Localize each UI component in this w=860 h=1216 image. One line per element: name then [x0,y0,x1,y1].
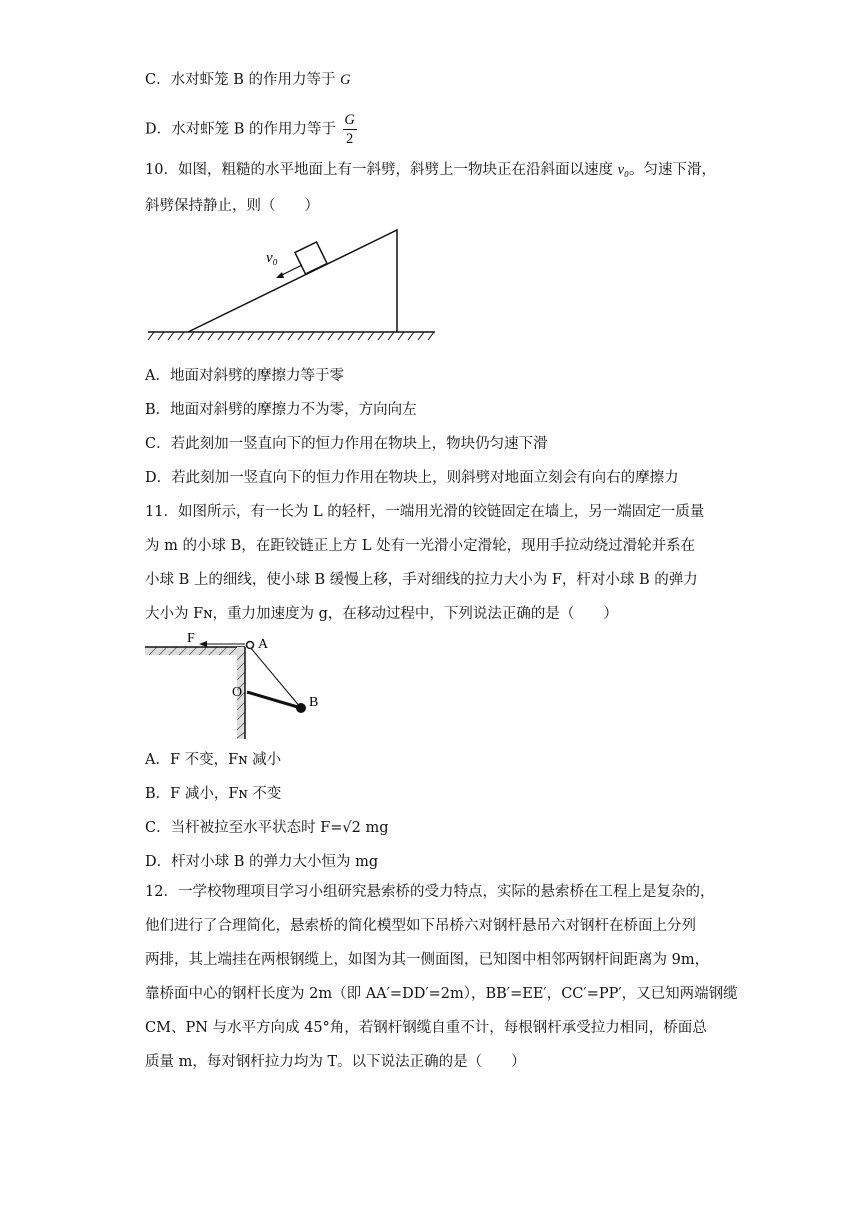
q10-option-b: B．地面对斜劈的摩擦力不为零，方向向左 [145,402,417,418]
fraction-g-over-2 [343,112,357,147]
q12-stem-line-6: 质量 m，每对钢杆拉力均为 T。以下说法正确的是（ ） [145,1054,526,1070]
q10-option-c: C．若此刻加一竖直向下的恒力作用在物块上，物块仍匀速下滑 [145,436,548,452]
q12-stem-line-5: CM、PN 与水平方向成 45°角，若钢杆钢缆自重不计，每根钢杆承受拉力相同，桥面总 [145,1020,707,1036]
q10-option-d: D．若此刻加一竖直向下的恒力作用在物块上，则斜劈对地面立刻会有向右的摩擦力 [145,470,679,486]
incline-diagram [140,222,440,342]
q11-option-b: B．F 减小，Fɴ 不变 [145,786,282,802]
q11-stem-line-1: 11．如图所示，有一长为 L 的轻杆，一端用光滑的铰链固定在墙上，另一端固定一质量 [145,504,705,520]
q9-option-c [145,70,351,90]
ball [296,703,306,713]
q11-stem-line-2: 为 m 的小球 B，在距铰链正上方 L 处有一光滑小定滑轮，现用手拉动绕过滑轮并系在 [145,538,696,554]
string [250,647,301,708]
velocity-label: v₀ [266,250,278,266]
q11-stem-line-4: 大小为 Fɴ，重力加速度为 g，在移动过程中，下列说法正确的是（ ） [145,606,618,622]
label-a: A [258,637,269,652]
q12-stem-line-2: 他们进行了合理简化，悬索桥的简化模型如下吊桥六对钢杆悬吊六对钢杆在桥面上分列 [145,918,696,934]
q9-option-c-var: G [340,72,351,88]
force-arrowhead [199,641,207,647]
q11-option-a: A．F 不变，Fɴ 减小 [145,752,282,768]
q10-stem-text: 10．如图，粗糙的水平地面上有一斜劈，斜劈上一物块正在沿斜面以速度 [145,162,618,178]
q10-velocity-symbol: v₀ [617,162,630,178]
pulley [247,642,254,649]
q11-option-c: C．当杆被拉至水平状态时 F=√2 mg [145,820,389,836]
fraction-numerator: G [344,112,355,128]
rod [247,692,301,708]
q12-stem-line-4: 靠桥面中心的钢杆长度为 2m（即 AA′=DD′=2m），BB′=EE′，CC′=PP′，又已知两端钢缆 [145,986,738,1002]
label-o: O [232,685,243,700]
q10-option-a: A．地面对斜劈的摩擦力等于零 [145,368,344,384]
velocity-arrowhead [276,272,284,278]
q12-stem-line-1: 12．一学校物理项目学习小组研究悬索桥的受力特点，实际的悬索桥在工程上是复杂的， [145,884,715,900]
block [295,242,327,274]
label-f: F [187,631,195,646]
q10-stem-line-2: 斜劈保持静止，则（ ） [145,198,319,214]
ground-hatching [148,332,434,340]
q11-stem-line-3: 小球 B 上的细线，使小球 B 缓慢上移，手对细线的拉力大小为 F，杆对小球 B 的弹力 [145,572,698,588]
q9-option-d-text: D．水对虾笼 B 的作用力等于 [145,121,341,138]
q11-option-d: D．杆对小球 B 的弹力大小恒为 mg [145,854,379,870]
q9-option-c-text: C．水对虾笼 B 的作用力等于 [145,72,341,88]
q10-stem-text-end: 。匀速下滑， [629,162,717,178]
label-b: B [309,695,319,710]
wedge [188,230,397,332]
fraction-denominator: 2 [345,131,354,147]
rod-pulley-diagram [143,630,328,742]
q12-stem-line-3: 两排，其上端挂在两根钢缆上，如图为其一侧面图，已知图中相邻两钢杆间距离为 9m， [145,952,710,968]
q10-stem-line-1 [145,160,716,180]
q9-option-d [145,112,357,147]
